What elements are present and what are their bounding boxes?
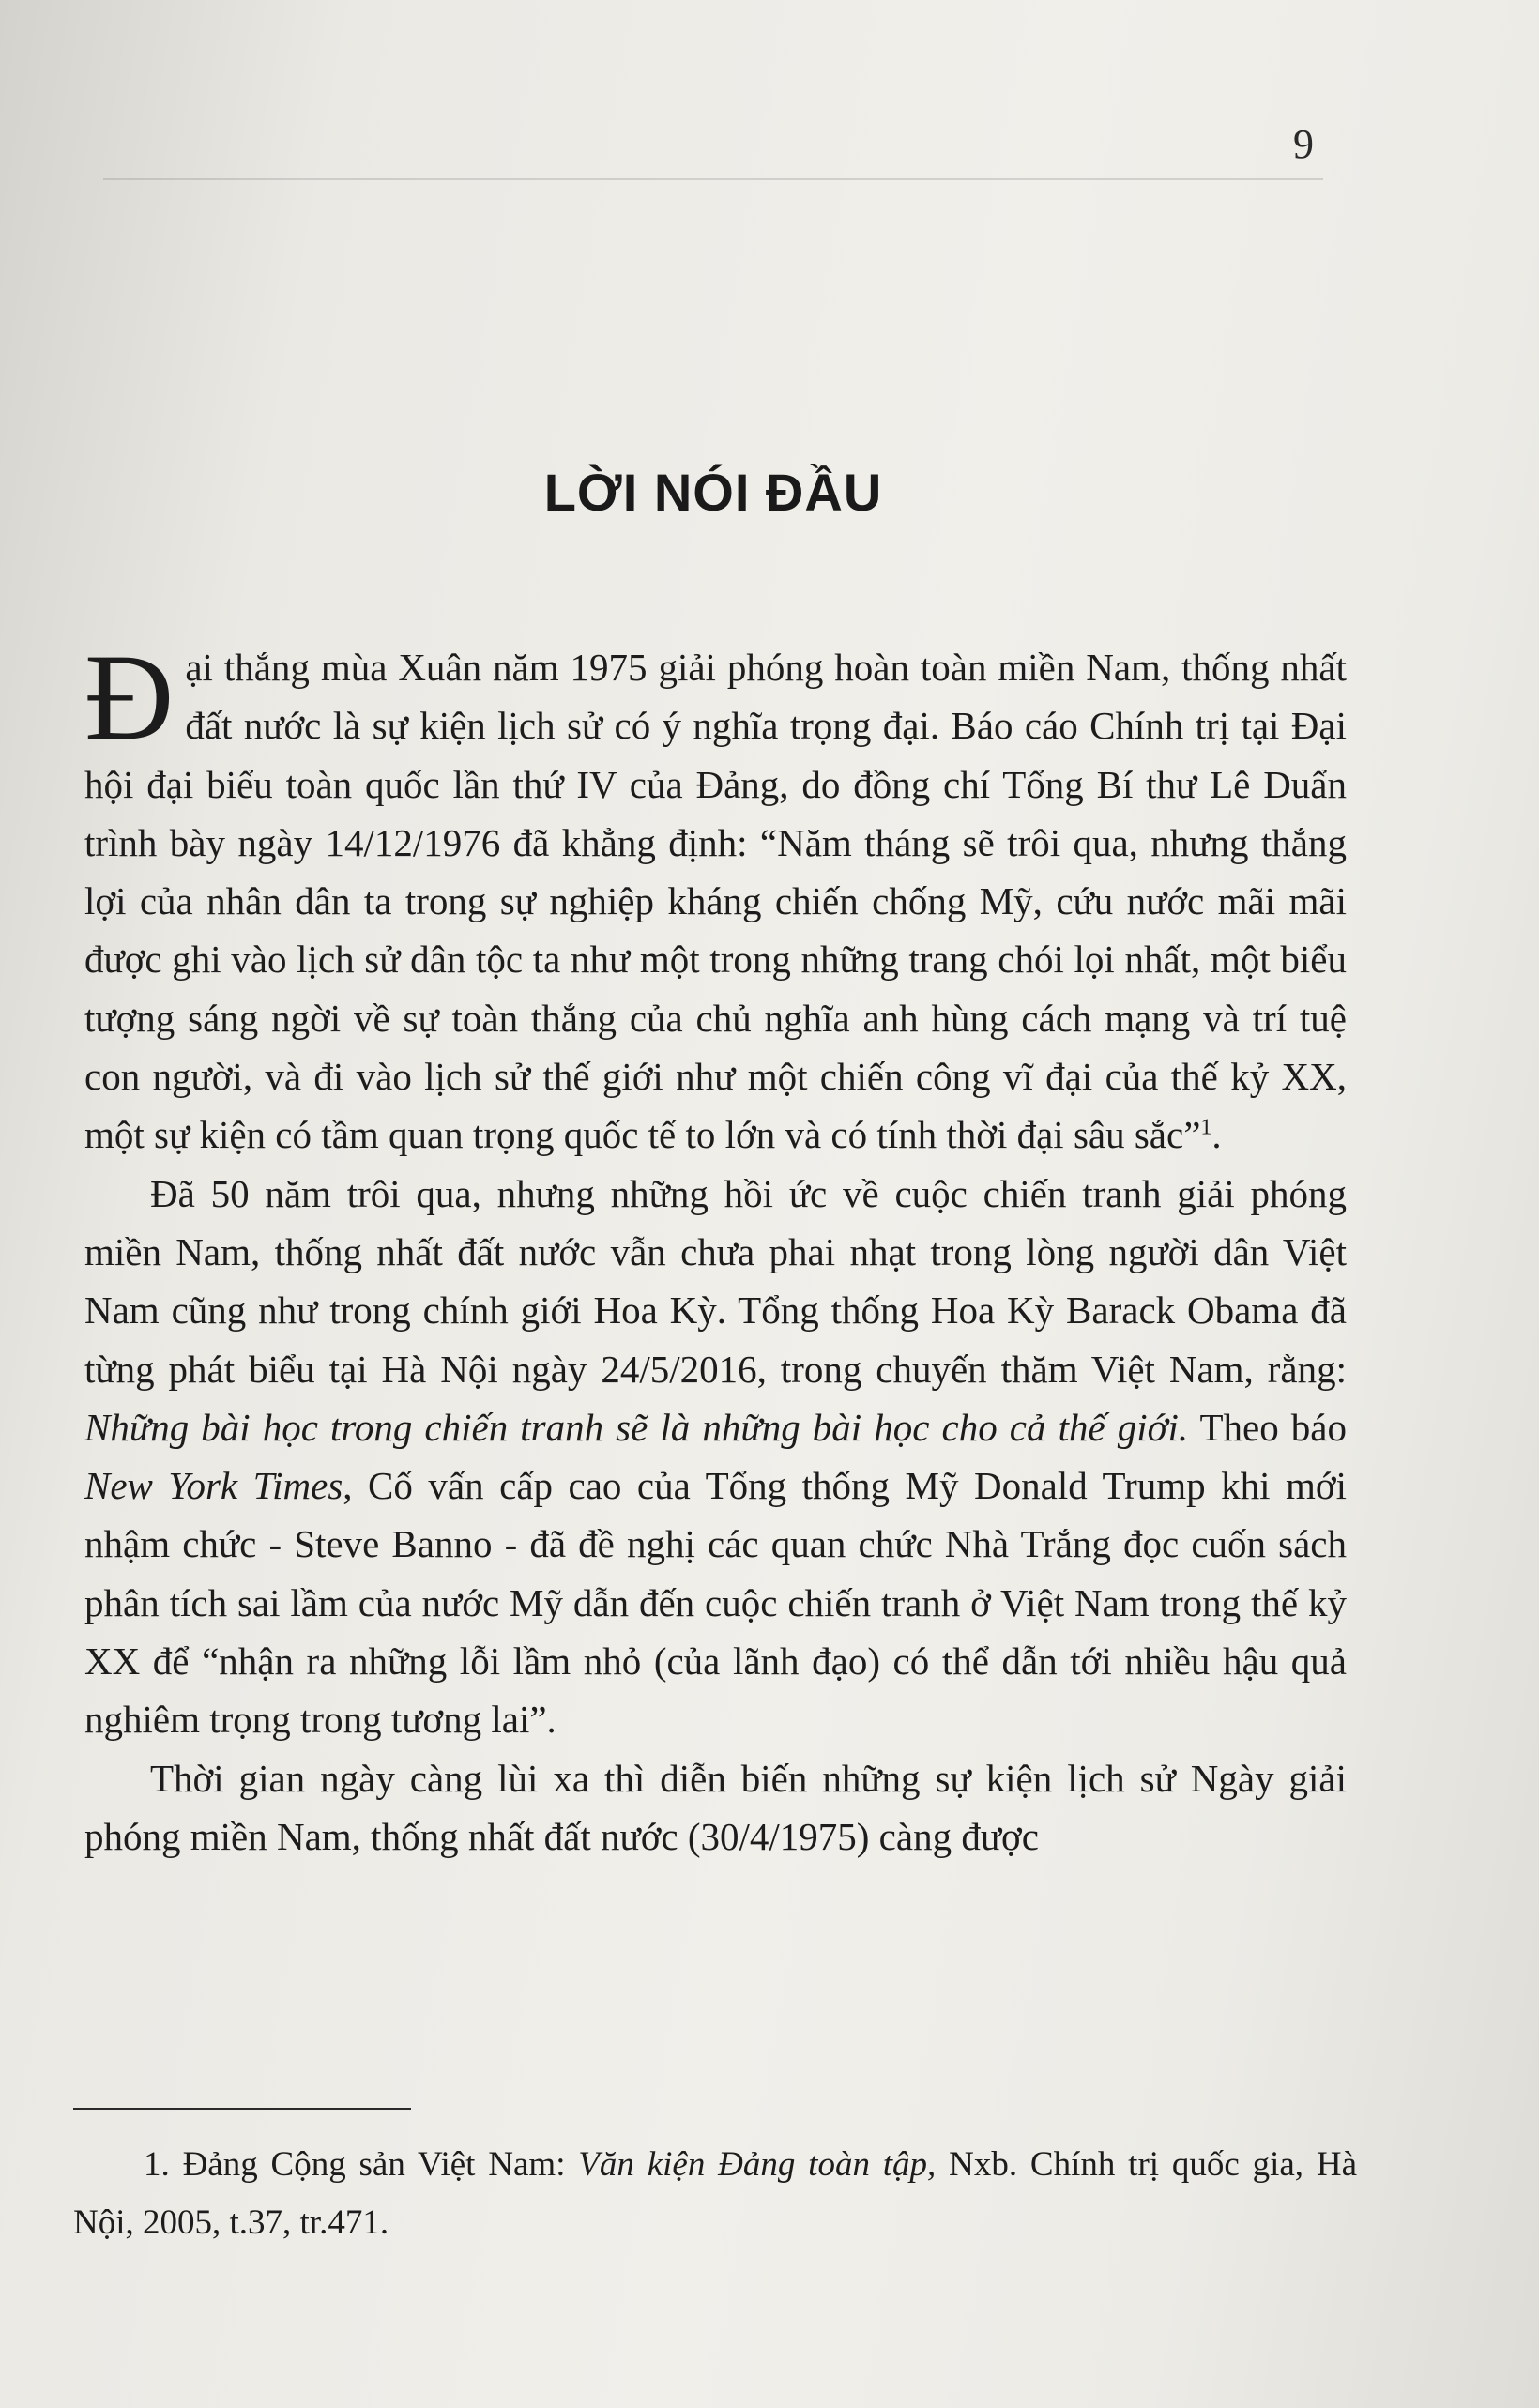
footnote xyxy=(73,2136,1357,2252)
newspaper-name: New York Times xyxy=(84,1464,343,1508)
footnote-reference: 1 xyxy=(1200,1115,1212,1140)
footnote-text-a: 1. Đảng Cộng sản Việt Nam: xyxy=(144,2145,579,2184)
paragraph-3 xyxy=(84,1749,1347,1867)
paragraph-2-text-b: Theo báo xyxy=(1188,1405,1347,1449)
footnote-divider xyxy=(73,2108,411,2110)
paragraph-2-text-a: Đã 50 năm trôi qua, nhưng những hồi ức về cuộc chiến tranh giải phóng miền Nam, thống nhất đất nước vẫn chưa phai nhạt trong lòng người dân Việt Nam cũng như trong chính giới Hoa Kỳ. Tổng thống Hoa Kỳ Barack Obama đã từng phát biểu tại Hà Nội ngày 24/5/2016, trong chuyến thăm Việt Nam, rằng: xyxy=(84,1171,1347,1391)
header-rule xyxy=(103,131,1323,180)
paragraph-2-text-c: , Cố vấn cấp cao của Tổng thống Mỹ Donald Trump khi mới nhậm chức - Steve Banno - đã đề nghị các quan chức Nhà Trắng đọc cuốn sách phân tích sai lầm của nước Mỹ dẫn đến cuộc chiến tranh ở Việt Nam trong thế kỷ XX để “nhận ra những lỗi lầm nhỏ (của lãnh đạo) có thể dẫn tới nhiều hậu quả nghiêm trọng trong tương lai”. xyxy=(84,1464,1347,1742)
footnote-text-b: Nxb. Chính trị quốc gia, Hà Nội, 2005, t.37, tr.471. xyxy=(73,2145,1357,2242)
paragraph-1 xyxy=(84,628,1347,1165)
drop-cap: Đ xyxy=(84,628,175,766)
body-text xyxy=(84,628,1347,1866)
obama-quote: Những bài học trong chiến tranh sẽ là những bài học cho cả thế giới. xyxy=(84,1405,1189,1449)
footnote-book-title: Văn kiện Đảng toàn tập, xyxy=(578,2145,937,2184)
paragraph-1-end: . xyxy=(1211,1113,1222,1157)
paragraph-3-text: Thời gian ngày càng lùi xa thì diễn biến những sự kiện lịch sử Ngày giải phóng miền Nam, thống nhất đất nước (30/4/1975) càng được xyxy=(84,1756,1347,1858)
chapter-title: LỜI NÓI ĐẦU xyxy=(543,463,883,522)
page-number: 9 xyxy=(1293,121,1314,167)
paragraph-2 xyxy=(84,1165,1347,1749)
paragraph-1-text: ại thắng mùa Xuân năm 1975 giải phóng hoàn toàn miền Nam, thống nhất đất nước là sự kiện lịch sử có ý nghĩa trọng đại. Báo cáo Chính trị tại Đại hội đại biểu toàn quốc lần thứ IV của Đảng, do đồng chí Tổng Bí thư Lê Duẩn trình bày ngày 14/12/1976 đã khẳng định: “Năm tháng sẽ trôi qua, nhưng thắng lợi của nhân dân ta trong sự nghiệp kháng chiến chống Mỹ, cứu nước mãi mãi được ghi vào lịch sử dân tộc ta như một trong những trang chói lọi nhất, một biểu tượng sáng ngời về sự toàn thắng của chủ nghĩa anh hùng cách mạng và trí tuệ con người, và đi vào lịch sử thế giới như một chiến công vĩ đại của thế kỷ XX, một sự kiện có tầm quan trọng quốc tế to lớn và có tính thời đại sâu sắc” xyxy=(84,646,1347,1157)
